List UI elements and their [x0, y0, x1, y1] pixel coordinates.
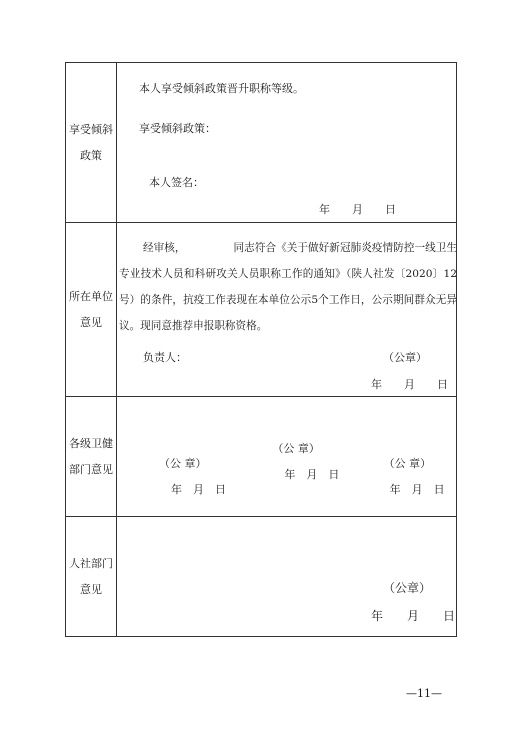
health-seal-2: （公 章）	[272, 442, 320, 455]
self-signature-label: 本人签名：	[149, 176, 204, 189]
preferential-policy-content	[117, 63, 457, 223]
preferential-policy-field: 享受倾斜政策：	[139, 122, 216, 135]
hr-dept-row	[66, 517, 457, 637]
preferential-policy-label: 享受倾斜 政策	[66, 63, 117, 223]
hr-date: 年 月 日	[371, 609, 456, 623]
health-date-2: 年 月 日	[284, 468, 340, 481]
unit-opinion-label: 所在单位 意见	[66, 223, 117, 397]
health-dept-row	[66, 397, 457, 517]
health-date-3: 年 月 日	[389, 483, 445, 496]
health-dept-label: 各级卫健 部门意见	[66, 397, 117, 517]
preferential-policy-row	[66, 63, 457, 223]
unit-opinion-row	[66, 223, 457, 397]
preferential-date: 年 月 日	[319, 203, 396, 216]
hr-dept-label: 人社部门 意见	[66, 517, 117, 637]
unit-date: 年 月 日	[371, 378, 448, 391]
page-number: —11—	[406, 687, 442, 700]
hr-dept-content	[117, 517, 457, 637]
approval-form-table	[65, 62, 457, 637]
health-dept-content	[117, 397, 457, 517]
unit-seal: （公章）	[383, 351, 427, 364]
unit-opinion-content	[117, 223, 457, 397]
health-seal-1: （公 章）	[159, 457, 207, 470]
health-date-1: 年 月 日	[171, 483, 226, 496]
health-seal-3: （公 章）	[383, 457, 432, 470]
preferential-statement: 本人享受倾斜政策晋升职称等级。	[139, 82, 304, 95]
unit-opinion-text: 经审核， 同志符合《关于做好新冠肺炎疫情防控一线卫生专业技术人员和科研攻关人员职称工作的通知》（陕人社发〔2020〕12号）的条件，抗疫工作表现在本单位公示5个工作日，公示期间群众无异议。现同意推荐申报职称资格。	[119, 242, 457, 332]
hr-seal: （公章）	[383, 581, 432, 595]
responsible-person-label: 负责人：	[143, 351, 187, 364]
